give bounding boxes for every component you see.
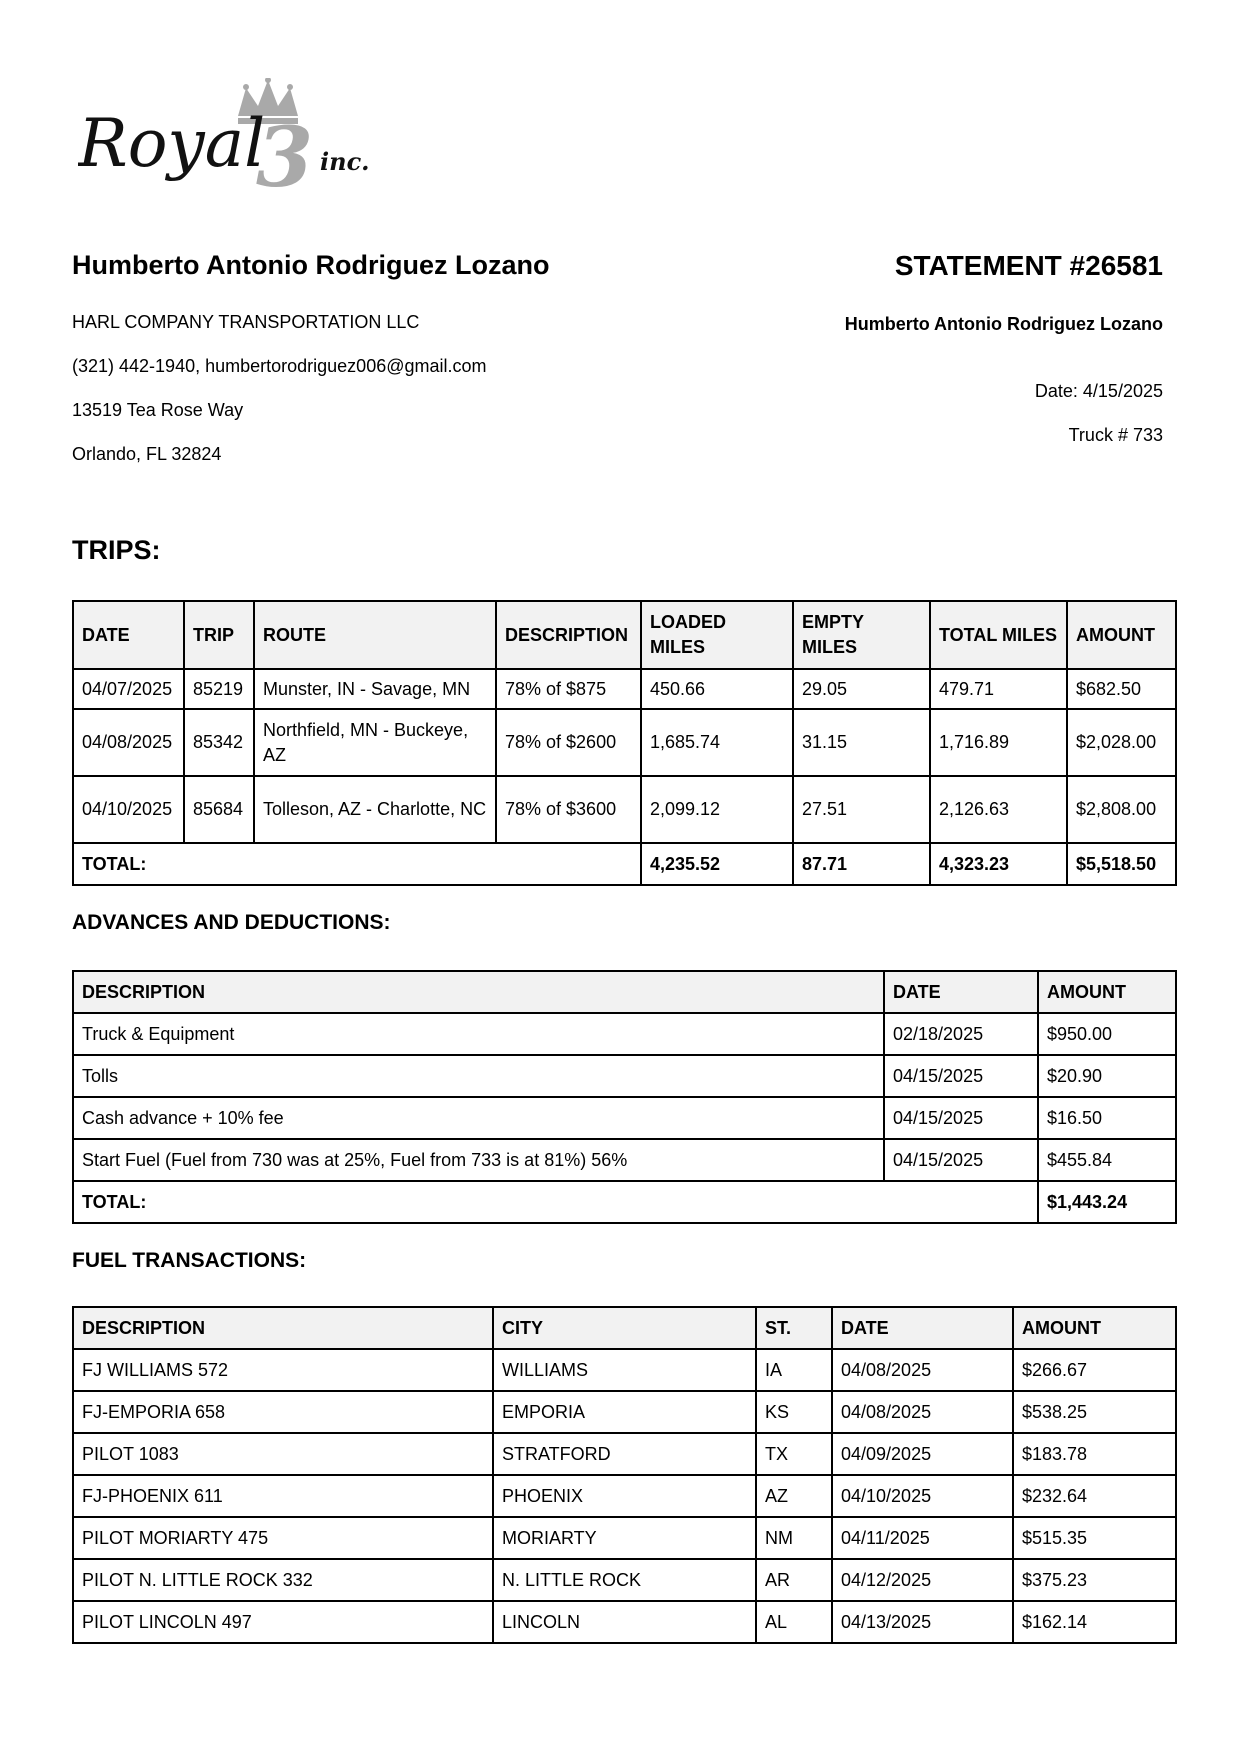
col-total-miles: TOTAL MILES bbox=[930, 601, 1067, 669]
deduction-date: 04/15/2025 bbox=[884, 1139, 1038, 1181]
table-row bbox=[73, 1349, 1176, 1391]
fuel-state: NM bbox=[756, 1517, 832, 1559]
fuel-state: KS bbox=[756, 1391, 832, 1433]
address-line-1: 13519 Tea Rose Way bbox=[72, 400, 244, 420]
fuel-header-row bbox=[73, 1307, 1176, 1349]
table-row bbox=[73, 669, 1176, 709]
fuel-description: FJ-EMPORIA 658 bbox=[73, 1391, 493, 1433]
table-row bbox=[73, 1559, 1176, 1601]
fuel-state: AR bbox=[756, 1559, 832, 1601]
col-loaded-miles: LOADED MILES bbox=[641, 601, 793, 669]
trip-total-miles: 1,716.89 bbox=[930, 709, 1067, 776]
deduction-description: Start Fuel (Fuel from 730 was at 25%, Fuel from 733 is at 81%) 56% bbox=[73, 1139, 884, 1181]
fuel-city: LINCOLN bbox=[493, 1601, 756, 1643]
trip-number: 85342 bbox=[184, 709, 254, 776]
fuel-amount: $515.35 bbox=[1013, 1517, 1176, 1559]
statement-driver-name: Humberto Antonio Rodriguez Lozano bbox=[844, 314, 1163, 334]
col-amount: AMOUNT bbox=[1067, 601, 1176, 669]
deductions-total-row bbox=[73, 1181, 1176, 1223]
deduction-date: 04/15/2025 bbox=[884, 1055, 1038, 1097]
trips-header-row bbox=[73, 601, 1176, 669]
deduction-amount: $16.50 bbox=[1038, 1097, 1176, 1139]
driver-name: Humberto Antonio Rodriguez Lozano bbox=[72, 250, 550, 280]
trips-total-amount: $5,518.50 bbox=[1067, 843, 1176, 885]
deduction-date: 04/15/2025 bbox=[884, 1097, 1038, 1139]
fuel-amount: $183.78 bbox=[1013, 1433, 1176, 1475]
col-city: CITY bbox=[493, 1307, 756, 1349]
trip-description: 78% of $875 bbox=[496, 669, 641, 709]
trip-amount: $682.50 bbox=[1067, 669, 1176, 709]
address-line-2: Orlando, FL 32824 bbox=[72, 444, 222, 464]
trip-amount: $2,808.00 bbox=[1067, 776, 1176, 843]
statement-truck: Truck # 733 bbox=[1068, 425, 1163, 445]
fuel-state: IA bbox=[756, 1349, 832, 1391]
table-row bbox=[73, 709, 1176, 776]
col-route: ROUTE bbox=[254, 601, 496, 669]
col-amount: AMOUNT bbox=[1038, 971, 1176, 1013]
fuel-title: FUEL TRANSACTIONS: bbox=[72, 1249, 307, 1272]
trips-total-row bbox=[73, 843, 1176, 885]
trip-date: 04/10/2025 bbox=[73, 776, 184, 843]
deduction-date: 02/18/2025 bbox=[884, 1013, 1038, 1055]
trip-total-miles: 2,126.63 bbox=[930, 776, 1067, 843]
royal-3-logo bbox=[78, 78, 398, 193]
table-row bbox=[73, 1517, 1176, 1559]
trip-loaded-miles: 1,685.74 bbox=[641, 709, 793, 776]
deduction-amount: $20.90 bbox=[1038, 1055, 1176, 1097]
fuel-description: FJ WILLIAMS 572 bbox=[73, 1349, 493, 1391]
fuel-amount: $538.25 bbox=[1013, 1391, 1176, 1433]
table-row bbox=[73, 1433, 1176, 1475]
trip-empty-miles: 27.51 bbox=[793, 776, 930, 843]
deductions-table bbox=[72, 970, 1177, 1224]
trip-description: 78% of $3600 bbox=[496, 776, 641, 843]
trips-total-loaded: 4,235.52 bbox=[641, 843, 793, 885]
trip-description: 78% of $2600 bbox=[496, 709, 641, 776]
col-amount: AMOUNT bbox=[1013, 1307, 1176, 1349]
fuel-amount: $266.67 bbox=[1013, 1349, 1176, 1391]
fuel-description: PILOT MORIARTY 475 bbox=[73, 1517, 493, 1559]
table-row bbox=[73, 1139, 1176, 1181]
trip-loaded-miles: 2,099.12 bbox=[641, 776, 793, 843]
trip-empty-miles: 29.05 bbox=[793, 669, 930, 709]
fuel-amount: $162.14 bbox=[1013, 1601, 1176, 1643]
table-row bbox=[73, 1097, 1176, 1139]
contact-info: (321) 442-1940, humbertorodriguez006@gmail.com bbox=[72, 356, 487, 376]
table-row bbox=[73, 776, 1176, 843]
table-row bbox=[73, 1055, 1176, 1097]
fuel-state: AL bbox=[756, 1601, 832, 1643]
col-date: DATE bbox=[73, 601, 184, 669]
trip-number: 85219 bbox=[184, 669, 254, 709]
trip-loaded-miles: 450.66 bbox=[641, 669, 793, 709]
deduction-amount: $950.00 bbox=[1038, 1013, 1176, 1055]
fuel-state: AZ bbox=[756, 1475, 832, 1517]
svg-text:Royal: Royal bbox=[78, 105, 266, 182]
col-state: ST. bbox=[756, 1307, 832, 1349]
deductions-header-row bbox=[73, 971, 1176, 1013]
trip-number: 85684 bbox=[184, 776, 254, 843]
fuel-amount: $375.23 bbox=[1013, 1559, 1176, 1601]
company-name: HARL COMPANY TRANSPORTATION LLC bbox=[72, 312, 420, 332]
trip-route: Munster, IN - Savage, MN bbox=[254, 669, 496, 709]
fuel-date: 04/08/2025 bbox=[832, 1349, 1013, 1391]
trip-route: Northfield, MN - Buckeye, AZ bbox=[254, 709, 496, 776]
deduction-description: Cash advance + 10% fee bbox=[73, 1097, 884, 1139]
trip-route: Tolleson, AZ - Charlotte, NC bbox=[254, 776, 496, 843]
fuel-city: STRATFORD bbox=[493, 1433, 756, 1475]
fuel-date: 04/10/2025 bbox=[832, 1475, 1013, 1517]
deductions-title: ADVANCES AND DEDUCTIONS: bbox=[72, 911, 391, 934]
trips-total-empty: 87.71 bbox=[793, 843, 930, 885]
svg-text:3: 3 bbox=[256, 110, 314, 193]
fuel-state: TX bbox=[756, 1433, 832, 1475]
table-row bbox=[73, 1601, 1176, 1643]
svg-text:inc.: inc. bbox=[320, 147, 370, 176]
deduction-description: Truck & Equipment bbox=[73, 1013, 884, 1055]
col-trip: TRIP bbox=[184, 601, 254, 669]
fuel-city: N. LITTLE ROCK bbox=[493, 1559, 756, 1601]
fuel-date: 04/12/2025 bbox=[832, 1559, 1013, 1601]
table-row bbox=[73, 1475, 1176, 1517]
fuel-city: MORIARTY bbox=[493, 1517, 756, 1559]
fuel-description: PILOT LINCOLN 497 bbox=[73, 1601, 493, 1643]
col-date: DATE bbox=[832, 1307, 1013, 1349]
deduction-amount: $455.84 bbox=[1038, 1139, 1176, 1181]
fuel-date: 04/09/2025 bbox=[832, 1433, 1013, 1475]
table-row bbox=[73, 1013, 1176, 1055]
fuel-city: WILLIAMS bbox=[493, 1349, 756, 1391]
trip-date: 04/08/2025 bbox=[73, 709, 184, 776]
col-empty-miles: EMPTY MILES bbox=[793, 601, 930, 669]
trip-date: 04/07/2025 bbox=[73, 669, 184, 709]
trips-total-label: TOTAL: bbox=[73, 843, 641, 885]
trips-title: TRIPS: bbox=[72, 535, 161, 565]
fuel-city: EMPORIA bbox=[493, 1391, 756, 1433]
deductions-total-amount: $1,443.24 bbox=[1038, 1181, 1176, 1223]
fuel-date: 04/08/2025 bbox=[832, 1391, 1013, 1433]
fuel-description: PILOT 1083 bbox=[73, 1433, 493, 1475]
fuel-table bbox=[72, 1306, 1177, 1644]
col-description: DESCRIPTION bbox=[496, 601, 641, 669]
fuel-description: PILOT N. LITTLE ROCK 332 bbox=[73, 1559, 493, 1601]
trip-amount: $2,028.00 bbox=[1067, 709, 1176, 776]
col-date: DATE bbox=[884, 971, 1038, 1013]
deduction-description: Tolls bbox=[73, 1055, 884, 1097]
col-description: DESCRIPTION bbox=[73, 1307, 493, 1349]
trips-table bbox=[72, 600, 1177, 886]
fuel-date: 04/11/2025 bbox=[832, 1517, 1013, 1559]
statement-date: Date: 4/15/2025 bbox=[1034, 381, 1163, 401]
trip-total-miles: 479.71 bbox=[930, 669, 1067, 709]
statement-title: STATEMENT #26581 bbox=[894, 250, 1163, 281]
trip-empty-miles: 31.15 bbox=[793, 709, 930, 776]
deductions-total-label: TOTAL: bbox=[73, 1181, 1038, 1223]
fuel-date: 04/13/2025 bbox=[832, 1601, 1013, 1643]
fuel-city: PHOENIX bbox=[493, 1475, 756, 1517]
table-row bbox=[73, 1391, 1176, 1433]
trips-total-miles: 4,323.23 bbox=[930, 843, 1067, 885]
fuel-description: FJ-PHOENIX 611 bbox=[73, 1475, 493, 1517]
fuel-amount: $232.64 bbox=[1013, 1475, 1176, 1517]
col-description: DESCRIPTION bbox=[73, 971, 884, 1013]
